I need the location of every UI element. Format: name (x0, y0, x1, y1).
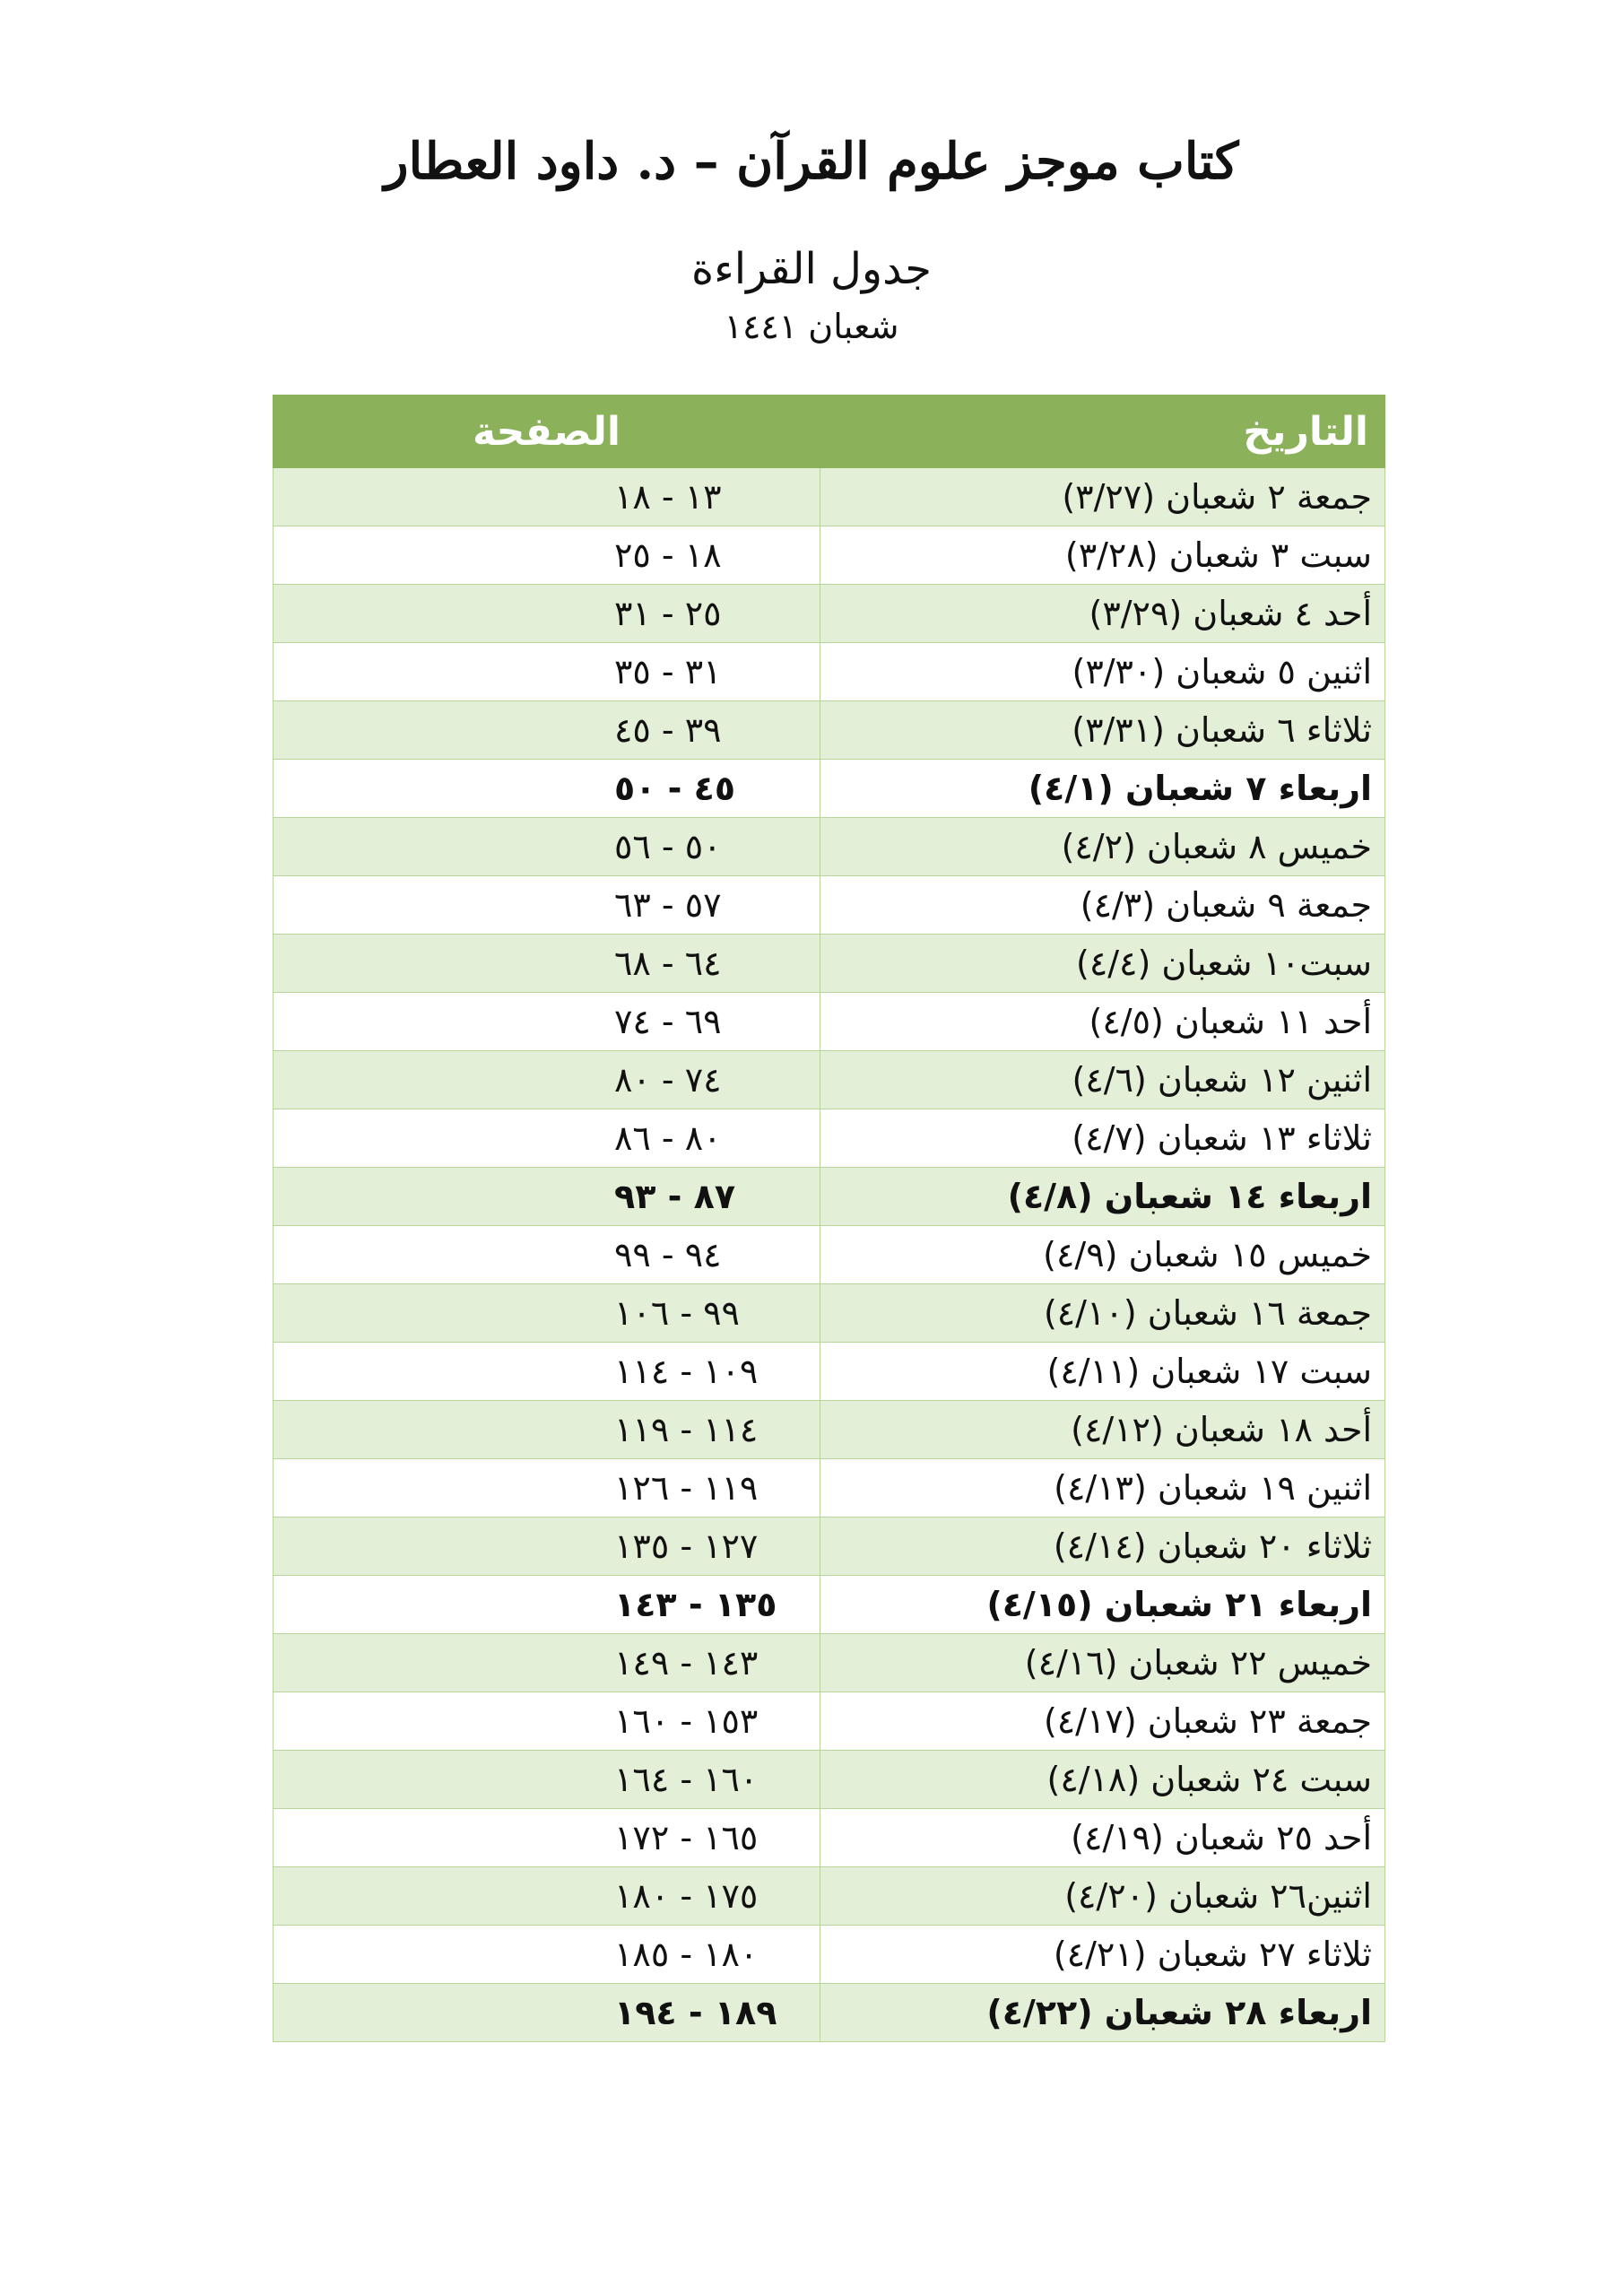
date-cell: جمعة ٩ شعبان (٤/٣) (820, 876, 1385, 935)
table-row (273, 585, 1385, 643)
pages-cell: ٩٩ - ١٠٦ (273, 1284, 820, 1343)
date-cell: أحد ١١ شعبان (٤/٥) (820, 993, 1385, 1051)
date-cell: خميس ٢٢ شعبان (٤/١٦) (820, 1634, 1385, 1692)
date-cell: سبت١٠ شعبان (٤/٤) (820, 935, 1385, 993)
pages-cell: ٥٧ - ٦٣ (273, 876, 820, 935)
date-cell: سبت ٢٤ شعبان (٤/١٨) (820, 1751, 1385, 1809)
pages-cell: ٣٩ - ٤٥ (273, 701, 820, 760)
schedule-subtitle: جدول القراءة (691, 244, 932, 294)
date-cell: خميس ١٥ شعبان (٤/٩) (820, 1226, 1385, 1284)
pages-cell: ١٦٠ - ١٦٤ (273, 1751, 820, 1809)
date-cell: أحد ٤ شعبان (٣/٢٩) (820, 585, 1385, 643)
table-row (273, 1634, 1385, 1692)
column-header-pages: الصفحة (273, 396, 820, 468)
table-row (273, 1926, 1385, 1984)
date-cell: جمعة ٢ شعبان (٣/٢٧) (820, 468, 1385, 526)
table-row (273, 701, 1385, 760)
pages-cell: ٢٥ - ٣١ (273, 585, 820, 643)
table-row (273, 468, 1385, 526)
pages-cell: ١٤٣ - ١٤٩ (273, 1634, 820, 1692)
table-row (273, 526, 1385, 585)
table-row (273, 818, 1385, 876)
page-title: كتاب موجز علوم القرآن – د. داود العطار (384, 132, 1239, 191)
date-cell: سبت ١٧ شعبان (٤/١١) (820, 1343, 1385, 1401)
date-cell: اربعاء ٢١ شعبان (٤/١٥) (820, 1576, 1385, 1634)
table-row (273, 1751, 1385, 1809)
date-cell: اثنين٢٦ شعبان (٤/٢٠) (820, 1867, 1385, 1926)
pages-cell: ١٨ - ٢٥ (273, 526, 820, 585)
reading-schedule-table (273, 395, 1385, 2042)
date-cell: اربعاء ٢٨ شعبان (٤/٢٢) (820, 1984, 1385, 2042)
pages-cell: ١٥٣ - ١٦٠ (273, 1692, 820, 1751)
pages-cell: ٥٠ - ٥٦ (273, 818, 820, 876)
date-cell: ثلاثاء ٦ شعبان (٣/٣١) (820, 701, 1385, 760)
pages-cell: ١٢٧ - ١٣٥ (273, 1518, 820, 1576)
date-cell: اربعاء ١٤ شعبان (٤/٨) (820, 1168, 1385, 1226)
pages-cell: ١٧٥ - ١٨٠ (273, 1867, 820, 1926)
pages-cell: ١١٤ - ١١٩ (273, 1401, 820, 1459)
pages-cell: ١٠٩ - ١١٤ (273, 1343, 820, 1401)
table-row (273, 760, 1385, 818)
table-row (273, 643, 1385, 701)
table-header-row (273, 396, 1385, 468)
table-row (273, 1692, 1385, 1751)
date-cell: جمعة ١٦ شعبان (٤/١٠) (820, 1284, 1385, 1343)
table-row (273, 1401, 1385, 1459)
column-header-date: التاريخ (820, 396, 1385, 468)
date-cell: اثنين ١٩ شعبان (٤/١٣) (820, 1459, 1385, 1518)
pages-cell: ٧٤ - ٨٠ (273, 1051, 820, 1109)
table-row (273, 1809, 1385, 1867)
pages-cell: ١٣ - ١٨ (273, 468, 820, 526)
date-cell: أحد ١٨ شعبان (٤/١٢) (820, 1401, 1385, 1459)
date-cell: اربعاء ٧ شعبان (٤/١) (820, 760, 1385, 818)
pages-cell: ٩٤ - ٩٩ (273, 1226, 820, 1284)
table-row (273, 1459, 1385, 1518)
table-row (273, 1518, 1385, 1576)
table-row (273, 935, 1385, 993)
schedule-month: شعبان ١٤٤١ (724, 307, 899, 346)
table-row (273, 1168, 1385, 1226)
table-row (273, 993, 1385, 1051)
table-body (273, 468, 1385, 2042)
table-row (273, 876, 1385, 935)
pages-cell: ٣١ - ٣٥ (273, 643, 820, 701)
date-cell: خميس ٨ شعبان (٤/٢) (820, 818, 1385, 876)
pages-cell: ١٨٠ - ١٨٥ (273, 1926, 820, 1984)
pages-cell: ١٨٩ - ١٩٤ (273, 1984, 820, 2042)
table-row (273, 1226, 1385, 1284)
date-cell: أحد ٢٥ شعبان (٤/١٩) (820, 1809, 1385, 1867)
table-row (273, 1109, 1385, 1168)
date-cell: اثنين ١٢ شعبان (٤/٦) (820, 1051, 1385, 1109)
table-row (273, 1984, 1385, 2042)
table-row (273, 1867, 1385, 1926)
date-cell: سبت ٣ شعبان (٣/٢٨) (820, 526, 1385, 585)
table-header (273, 396, 1385, 468)
date-cell: ثلاثاء ١٣ شعبان (٤/٧) (820, 1109, 1385, 1168)
date-cell: جمعة ٢٣ شعبان (٤/١٧) (820, 1692, 1385, 1751)
pages-cell: ٤٥ - ٥٠ (273, 760, 820, 818)
table-row (273, 1051, 1385, 1109)
date-cell: اثنين ٥ شعبان (٣/٣٠) (820, 643, 1385, 701)
date-cell: ثلاثاء ٢٠ شعبان (٤/١٤) (820, 1518, 1385, 1576)
table-row (273, 1576, 1385, 1634)
pages-cell: ٨٠ - ٨٦ (273, 1109, 820, 1168)
table-row (273, 1343, 1385, 1401)
reading-schedule-table-container (273, 395, 1384, 2042)
date-cell: ثلاثاء ٢٧ شعبان (٤/٢١) (820, 1926, 1385, 1984)
pages-cell: ١٣٥ - ١٤٣ (273, 1576, 820, 1634)
pages-cell: ٨٧ - ٩٣ (273, 1168, 820, 1226)
pages-cell: ٦٩ - ٧٤ (273, 993, 820, 1051)
pages-cell: ٦٤ - ٦٨ (273, 935, 820, 993)
table-row (273, 1284, 1385, 1343)
pages-cell: ١١٩ - ١٢٦ (273, 1459, 820, 1518)
pages-cell: ١٦٥ - ١٧٢ (273, 1809, 820, 1867)
